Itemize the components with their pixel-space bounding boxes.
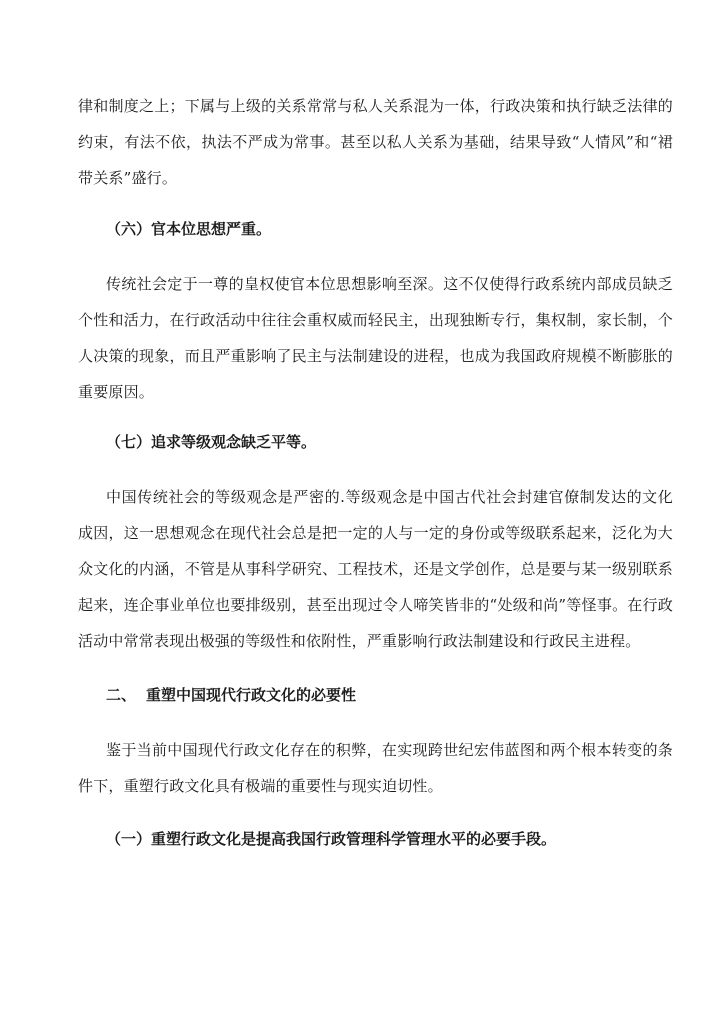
paragraph-official-relations: 律和制度之上；下属与上级的关系常常与私人关系混为一体，行政决策和执行缺乏法律的约束，有法不依，执法不严成为常事。甚至以私人关系为基础，结果导致“人情风”和“裙带关系”盛行。 (78, 97, 673, 187)
subheading-management-level: （一）重塑行政文化是提高我国行政管理科学管理水平的必要手段。 (106, 830, 557, 848)
section-heading-necessity (106, 683, 356, 707)
paragraph-hierarchy: 中国传统社会的等级观念是严密的.等级观念是中国古代社会封建官僚制发达的文化成因，这一思想观念在现代社会总是把一定的人与一定的身份或等级联系起来，泛化为大众文化的内涵，不管是从事科学研究、工程技术，还是文学创作，总是要与某一级别联系起来，连企事业单位也要排级别，甚至出现过令人啼笑皆非的“处级和尚”等怪事。在行政活动中常常表现出极强的等级性和依附性，严重影响行政法制建设和行政民主进程。 (78, 488, 673, 650)
heading-hierarchy: （七）追求等级观念缺乏平等。 (106, 433, 317, 451)
heading-official-standard: （六）官本位思想严重。 (106, 220, 272, 238)
section-number: 二、 (106, 686, 137, 704)
paragraph-necessity: 鉴于当前中国现代行政文化存在的积弊，在实现跨世纪宏伟蓝图和两个根本转变的条件下，重塑行政文化具有极端的重要性与现实迫切性。 (78, 741, 673, 795)
paragraph-official-standard: 传统社会定于一尊的皇权使官本位思想影响至深。这不仅使得行政系统内部成员缺乏个性和活力，在行政活动中往往会重权威而轻民主，出现独断专行，集权制，家长制，个人决策的现象，而且严重影响了民主与法制建设的进程，也成为我国政府规模不断膨胀的重要原因。 (78, 275, 673, 401)
section-title: 重塑中国现代行政文化的必要性 (146, 686, 357, 704)
